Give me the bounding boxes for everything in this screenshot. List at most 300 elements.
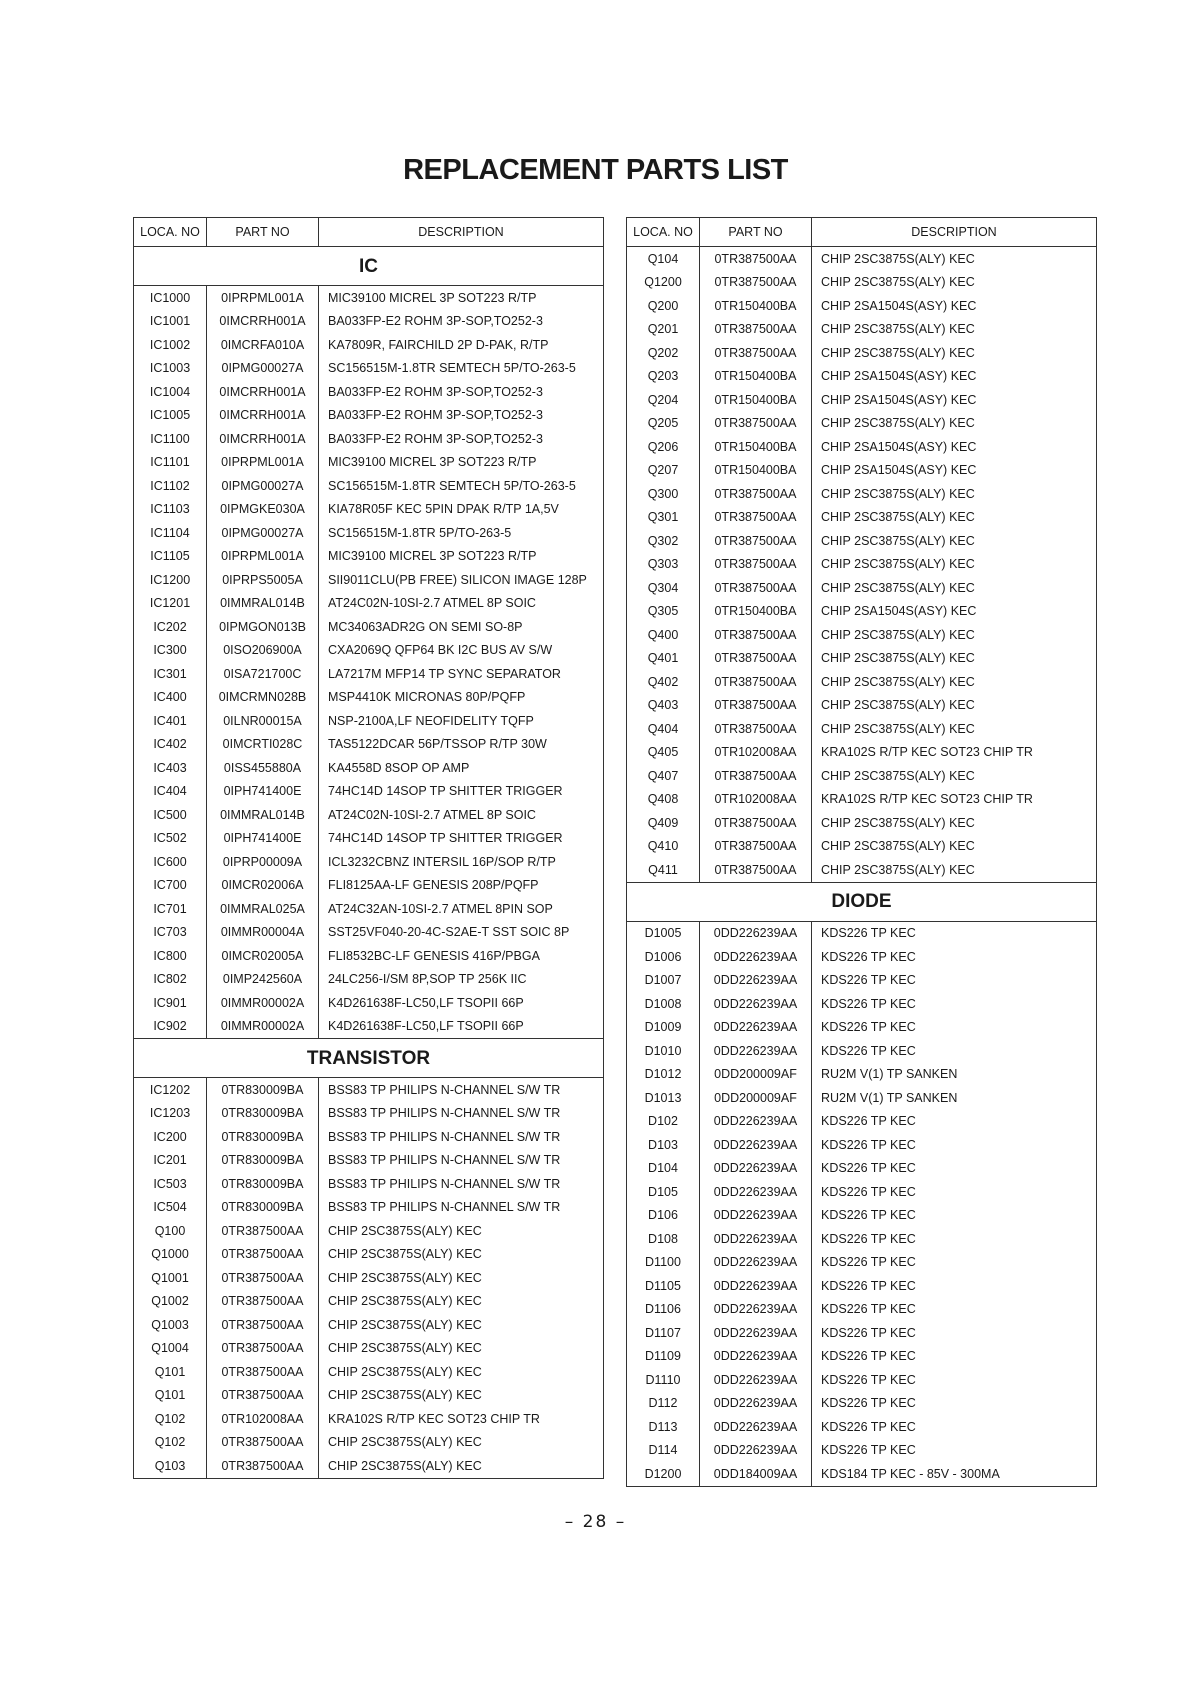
description-cell: CHIP 2SC3875S(ALY) KEC <box>812 247 1097 271</box>
description-cell: KDS226 TP KEC <box>812 1016 1097 1040</box>
table-row <box>627 1016 1097 1040</box>
description-cell: BSS83 TP PHILIPS N-CHANNEL S/W TR <box>319 1102 604 1126</box>
loca-no-cell: D114 <box>627 1439 700 1463</box>
table-row <box>134 357 604 381</box>
table-row <box>134 427 604 451</box>
description-cell: CHIP 2SC3875S(ALY) KEC <box>812 318 1097 342</box>
loca-no-cell: IC701 <box>134 897 207 921</box>
description-cell: CHIP 2SC3875S(ALY) KEC <box>319 1454 604 1478</box>
table-row <box>627 1368 1097 1392</box>
table-row <box>134 874 604 898</box>
part-no-cell: 0DD226239AA <box>700 969 812 993</box>
loca-no-cell: IC700 <box>134 874 207 898</box>
part-no-cell: 0IPMG00027A <box>207 357 319 381</box>
part-no-cell: 0DD226239AA <box>700 1133 812 1157</box>
description-cell: KDS226 TP KEC <box>812 1345 1097 1369</box>
description-cell: TAS5122DCAR 56P/TSSOP R/TP 30W <box>319 733 604 757</box>
part-no-cell: 0DD226239AA <box>700 1016 812 1040</box>
part-no-cell: 0IPH741400E <box>207 827 319 851</box>
table-row <box>134 380 604 404</box>
table-row <box>627 412 1097 436</box>
part-no-cell: 0DD200009AF <box>700 1063 812 1087</box>
part-no-cell: 0DD226239AA <box>700 1157 812 1181</box>
description-cell: KDS226 TP KEC <box>812 1110 1097 1134</box>
table-row <box>627 1321 1097 1345</box>
table-row <box>627 1157 1097 1181</box>
description-cell: AT24C32AN-10SI-2.7 ATMEL 8PIN SOP <box>319 897 604 921</box>
table-row <box>627 318 1097 342</box>
table-row <box>627 459 1097 483</box>
loca-no-cell: D102 <box>627 1110 700 1134</box>
loca-no-cell: Q101 <box>134 1384 207 1408</box>
table-row <box>627 788 1097 812</box>
part-no-cell: 0TR387500AA <box>700 835 812 859</box>
part-no-cell: 0TR387500AA <box>700 553 812 577</box>
loca-no-cell: IC800 <box>134 944 207 968</box>
loca-no-cell: IC504 <box>134 1196 207 1220</box>
table-row <box>134 662 604 686</box>
loca-no-cell: IC703 <box>134 921 207 945</box>
table-row <box>134 474 604 498</box>
table-row <box>134 1015 604 1039</box>
table-row <box>134 568 604 592</box>
table-row <box>134 521 604 545</box>
part-no-cell: 0IMCR02005A <box>207 944 319 968</box>
description-cell: NSP-2100A,LF NEOFIDELITY TQFP <box>319 709 604 733</box>
table-row <box>134 1431 604 1455</box>
table-row <box>627 247 1097 271</box>
part-no-cell: 0DD226239AA <box>700 1321 812 1345</box>
description-cell: CHIP 2SC3875S(ALY) KEC <box>812 482 1097 506</box>
part-no-cell: 0TR387500AA <box>700 412 812 436</box>
loca-no-cell: Q301 <box>627 506 700 530</box>
loca-no-cell: IC500 <box>134 803 207 827</box>
description-cell: BSS83 TP PHILIPS N-CHANNEL S/W TR <box>319 1078 604 1102</box>
loca-no-cell: D1013 <box>627 1086 700 1110</box>
loca-no-cell: Q1001 <box>134 1266 207 1290</box>
part-no-cell: 0IMMR00002A <box>207 991 319 1015</box>
table-row <box>134 1384 604 1408</box>
description-cell: KDS226 TP KEC <box>812 921 1097 945</box>
description-cell: KDS226 TP KEC <box>812 1133 1097 1157</box>
description-cell: KDS226 TP KEC <box>812 1392 1097 1416</box>
table-row <box>134 286 604 310</box>
header-description: DESCRIPTION <box>319 218 604 247</box>
part-no-cell: 0TR387500AA <box>700 576 812 600</box>
table-row <box>627 969 1097 993</box>
description-cell: AT24C02N-10SI-2.7 ATMEL 8P SOIC <box>319 592 604 616</box>
description-cell: KDS226 TP KEC <box>812 1039 1097 1063</box>
description-cell: SC156515M-1.8TR SEMTECH 5P/TO-263-5 <box>319 474 604 498</box>
table-row <box>627 717 1097 741</box>
table-row <box>134 803 604 827</box>
description-cell: RU2M V(1) TP SANKEN <box>812 1063 1097 1087</box>
table-row <box>134 1078 604 1102</box>
part-no-cell: 0DD226239AA <box>700 1345 812 1369</box>
part-no-cell: 0TR150400BA <box>700 294 812 318</box>
description-cell: CHIP 2SC3875S(ALY) KEC <box>812 858 1097 882</box>
loca-no-cell: D112 <box>627 1392 700 1416</box>
section-title: IC <box>134 247 604 286</box>
loca-no-cell: Q300 <box>627 482 700 506</box>
loca-no-cell: IC404 <box>134 780 207 804</box>
table-row <box>627 623 1097 647</box>
part-no-cell: 0DD226239AA <box>700 1274 812 1298</box>
part-no-cell: 0TR150400BA <box>700 600 812 624</box>
description-cell: CHIP 2SC3875S(ALY) KEC <box>812 506 1097 530</box>
part-no-cell: 0IMCRMN028B <box>207 686 319 710</box>
description-cell: CHIP 2SC3875S(ALY) KEC <box>812 670 1097 694</box>
loca-no-cell: D108 <box>627 1227 700 1251</box>
loca-no-cell: IC1200 <box>134 568 207 592</box>
table-row <box>134 1313 604 1337</box>
loca-no-cell: IC401 <box>134 709 207 733</box>
loca-no-cell: D1105 <box>627 1274 700 1298</box>
loca-no-cell: D1007 <box>627 969 700 993</box>
part-no-cell: 0IMMRAL014B <box>207 592 319 616</box>
description-cell: SC156515M-1.8TR SEMTECH 5P/TO-263-5 <box>319 357 604 381</box>
loca-no-cell: IC1000 <box>134 286 207 310</box>
part-no-cell: 0IMMRAL025A <box>207 897 319 921</box>
loca-no-cell: IC600 <box>134 850 207 874</box>
loca-no-cell: Q100 <box>134 1219 207 1243</box>
loca-no-cell: Q1003 <box>134 1313 207 1337</box>
loca-no-cell: D1010 <box>627 1039 700 1063</box>
part-no-cell: 0IPMGON013B <box>207 615 319 639</box>
table-row <box>134 1407 604 1431</box>
loca-no-cell: Q407 <box>627 764 700 788</box>
table-row <box>627 1462 1097 1486</box>
part-no-cell: 0ISS455880A <box>207 756 319 780</box>
loca-no-cell: D1009 <box>627 1016 700 1040</box>
table-row <box>627 1204 1097 1228</box>
part-no-cell: 0IMCRRH001A <box>207 427 319 451</box>
loca-no-cell: IC1203 <box>134 1102 207 1126</box>
table-row <box>627 1086 1097 1110</box>
table-row <box>134 968 604 992</box>
page-title: REPLACEMENT PARTS LIST <box>403 154 788 186</box>
loca-no-cell: Q405 <box>627 741 700 765</box>
loca-no-cell: Q403 <box>627 694 700 718</box>
table-row <box>627 341 1097 365</box>
part-no-cell: 0ILNR00015A <box>207 709 319 733</box>
part-no-cell: 0TR830009BA <box>207 1078 319 1102</box>
part-no-cell: 0TR102008AA <box>700 741 812 765</box>
loca-no-cell: D1110 <box>627 1368 700 1392</box>
loca-no-cell: IC1201 <box>134 592 207 616</box>
description-cell: BA033FP-E2 ROHM 3P-SOP,TO252-3 <box>319 404 604 428</box>
part-no-cell: 0TR387500AA <box>207 1313 319 1337</box>
part-no-cell: 0TR387500AA <box>207 1219 319 1243</box>
table-row <box>134 545 604 569</box>
part-no-cell: 0TR387500AA <box>700 271 812 295</box>
part-no-cell: 0DD226239AA <box>700 1204 812 1228</box>
table-row <box>627 1415 1097 1439</box>
loca-no-cell: D1100 <box>627 1251 700 1275</box>
part-no-cell: 0TR387500AA <box>700 623 812 647</box>
section-title: TRANSISTOR <box>134 1039 604 1078</box>
table-row <box>134 1360 604 1384</box>
part-no-cell: 0IMMRAL014B <box>207 803 319 827</box>
part-no-cell: 0TR150400BA <box>700 459 812 483</box>
section-header <box>627 882 1097 921</box>
table-row <box>627 647 1097 671</box>
description-cell: KDS226 TP KEC <box>812 969 1097 993</box>
table-row <box>134 756 604 780</box>
part-no-cell: 0TR150400BA <box>700 435 812 459</box>
description-cell: CHIP 2SC3875S(ALY) KEC <box>812 529 1097 553</box>
table-row <box>134 1337 604 1361</box>
part-no-cell: 0TR387500AA <box>700 318 812 342</box>
description-cell: KDS226 TP KEC <box>812 1227 1097 1251</box>
table-row <box>627 529 1097 553</box>
description-cell: CHIP 2SC3875S(ALY) KEC <box>319 1243 604 1267</box>
table-row <box>134 592 604 616</box>
part-no-cell: 0IMCRRH001A <box>207 404 319 428</box>
section-header <box>134 247 604 286</box>
table-row <box>134 850 604 874</box>
description-cell: CHIP 2SC3875S(ALY) KEC <box>319 1360 604 1384</box>
page-number: – 28 – <box>564 1512 627 1532</box>
loca-no-cell: IC400 <box>134 686 207 710</box>
description-cell: BA033FP-E2 ROHM 3P-SOP,TO252-3 <box>319 310 604 334</box>
loca-no-cell: IC1104 <box>134 521 207 545</box>
description-cell: CHIP 2SC3875S(ALY) KEC <box>319 1431 604 1455</box>
part-no-cell: 0DD226239AA <box>700 1251 812 1275</box>
description-cell: CHIP 2SC3875S(ALY) KEC <box>812 412 1097 436</box>
table-row <box>134 1219 604 1243</box>
loca-no-cell: D1008 <box>627 992 700 1016</box>
part-no-cell: 0IMCRRH001A <box>207 380 319 404</box>
part-no-cell: 0IPRPML001A <box>207 286 319 310</box>
loca-no-cell: Q1004 <box>134 1337 207 1361</box>
description-cell: CXA2069Q QFP64 BK I2C BUS AV S/W <box>319 639 604 663</box>
part-no-cell: 0DD226239AA <box>700 921 812 945</box>
description-cell: KRA102S R/TP KEC SOT23 CHIP TR <box>319 1407 604 1431</box>
loca-no-cell: D1109 <box>627 1345 700 1369</box>
loca-no-cell: D1012 <box>627 1063 700 1087</box>
description-cell: K4D261638F-LC50,LF TSOPII 66P <box>319 1015 604 1039</box>
description-cell: LA7217M MFP14 TP SYNC SEPARATOR <box>319 662 604 686</box>
table-row <box>627 921 1097 945</box>
part-no-cell: 0TR387500AA <box>700 482 812 506</box>
table-row <box>627 1110 1097 1134</box>
description-cell: CHIP 2SA1504S(ASY) KEC <box>812 388 1097 412</box>
table-row <box>627 1133 1097 1157</box>
description-cell: CHIP 2SC3875S(ALY) KEC <box>812 811 1097 835</box>
description-cell: 74HC14D 14SOP TP SHITTER TRIGGER <box>319 780 604 804</box>
description-cell: 24LC256-I/SM 8P,SOP TP 256K IIC <box>319 968 604 992</box>
header-loca-no: LOCA. NO <box>627 218 700 247</box>
description-cell: RU2M V(1) TP SANKEN <box>812 1086 1097 1110</box>
table-row <box>134 1149 604 1173</box>
loca-no-cell: Q205 <box>627 412 700 436</box>
table-row <box>134 615 604 639</box>
loca-no-cell: D105 <box>627 1180 700 1204</box>
loca-no-cell: Q400 <box>627 623 700 647</box>
loca-no-cell: IC1100 <box>134 427 207 451</box>
part-no-cell: 0TR830009BA <box>207 1196 319 1220</box>
description-cell: FLI8532BC-LF GENESIS 416P/PBGA <box>319 944 604 968</box>
loca-no-cell: Q204 <box>627 388 700 412</box>
part-no-cell: 0DD226239AA <box>700 1180 812 1204</box>
part-no-cell: 0TR387500AA <box>207 1360 319 1384</box>
part-no-cell: 0DD226239AA <box>700 945 812 969</box>
table-row <box>627 1274 1097 1298</box>
description-cell: KDS226 TP KEC <box>812 1415 1097 1439</box>
part-no-cell: 0DD226239AA <box>700 1415 812 1439</box>
description-cell: KA4558D 8SOP OP AMP <box>319 756 604 780</box>
table-row <box>627 1063 1097 1087</box>
part-no-cell: 0IMCRFA010A <box>207 333 319 357</box>
loca-no-cell: IC502 <box>134 827 207 851</box>
loca-no-cell: IC1004 <box>134 380 207 404</box>
loca-no-cell: D106 <box>627 1204 700 1228</box>
table-row <box>134 310 604 334</box>
loca-no-cell: Q305 <box>627 600 700 624</box>
part-no-cell: 0TR830009BA <box>207 1149 319 1173</box>
loca-no-cell: D1107 <box>627 1321 700 1345</box>
loca-no-cell: Q203 <box>627 365 700 389</box>
table-row <box>134 709 604 733</box>
loca-no-cell: D1106 <box>627 1298 700 1322</box>
table-row <box>627 271 1097 295</box>
table-row <box>627 600 1097 624</box>
table-row <box>134 451 604 475</box>
description-cell: KA7809R, FAIRCHILD 2P D-PAK, R/TP <box>319 333 604 357</box>
part-no-cell: 0TR387500AA <box>700 670 812 694</box>
description-cell: SST25VF040-20-4C-S2AE-T SST SOIC 8P <box>319 921 604 945</box>
table-row <box>627 388 1097 412</box>
loca-no-cell: D1006 <box>627 945 700 969</box>
part-no-cell: 0IPRPS5005A <box>207 568 319 592</box>
description-cell: KDS226 TP KEC <box>812 1439 1097 1463</box>
table-row <box>627 1345 1097 1369</box>
description-cell: CHIP 2SA1504S(ASY) KEC <box>812 459 1097 483</box>
description-cell: BSS83 TP PHILIPS N-CHANNEL S/W TR <box>319 1149 604 1173</box>
loca-no-cell: IC1005 <box>134 404 207 428</box>
description-cell: CHIP 2SC3875S(ALY) KEC <box>319 1290 604 1314</box>
description-cell: CHIP 2SC3875S(ALY) KEC <box>319 1337 604 1361</box>
loca-no-cell: Q303 <box>627 553 700 577</box>
loca-no-cell: Q200 <box>627 294 700 318</box>
description-cell: CHIP 2SC3875S(ALY) KEC <box>812 576 1097 600</box>
loca-no-cell: IC1105 <box>134 545 207 569</box>
part-no-cell: 0IPMG00027A <box>207 474 319 498</box>
table-row <box>627 435 1097 459</box>
table-row <box>627 1298 1097 1322</box>
loca-no-cell: Q101 <box>134 1360 207 1384</box>
loca-no-cell: Q401 <box>627 647 700 671</box>
part-no-cell: 0TR387500AA <box>700 529 812 553</box>
description-cell: FLI8125AA-LF GENESIS 208P/PQFP <box>319 874 604 898</box>
table-row <box>134 921 604 945</box>
part-no-cell: 0IPMGKE030A <box>207 498 319 522</box>
loca-no-cell: IC403 <box>134 756 207 780</box>
table-row <box>134 897 604 921</box>
description-cell: CHIP 2SC3875S(ALY) KEC <box>812 341 1097 365</box>
parts-table-left <box>133 217 604 1479</box>
table-row <box>627 858 1097 882</box>
description-cell: KDS226 TP KEC <box>812 1180 1097 1204</box>
part-no-cell: 0TR387500AA <box>700 717 812 741</box>
table-row <box>134 498 604 522</box>
description-cell: MC34063ADR2G ON SEMI SO-8P <box>319 615 604 639</box>
loca-no-cell: IC901 <box>134 991 207 1015</box>
loca-no-cell: IC202 <box>134 615 207 639</box>
description-cell: BSS83 TP PHILIPS N-CHANNEL S/W TR <box>319 1125 604 1149</box>
part-no-cell: 0TR387500AA <box>207 1431 319 1455</box>
description-cell: 74HC14D 14SOP TP SHITTER TRIGGER <box>319 827 604 851</box>
loca-no-cell: Q102 <box>134 1431 207 1455</box>
description-cell: CHIP 2SA1504S(ASY) KEC <box>812 294 1097 318</box>
table-row <box>627 365 1097 389</box>
description-cell: MIC39100 MICREL 3P SOT223 R/TP <box>319 286 604 310</box>
part-no-cell: 0ISO206900A <box>207 639 319 663</box>
table-row <box>134 1196 604 1220</box>
table-row <box>134 404 604 428</box>
part-no-cell: 0TR387500AA <box>700 694 812 718</box>
part-no-cell: 0DD226239AA <box>700 1110 812 1134</box>
loca-no-cell: Q304 <box>627 576 700 600</box>
part-no-cell: 0TR387500AA <box>700 811 812 835</box>
part-no-cell: 0ISA721700C <box>207 662 319 686</box>
loca-no-cell: Q404 <box>627 717 700 741</box>
table-row <box>134 1125 604 1149</box>
part-no-cell: 0DD200009AF <box>700 1086 812 1110</box>
part-no-cell: 0IMCRTI028C <box>207 733 319 757</box>
table-header <box>134 218 604 247</box>
header-loca-no: LOCA. NO <box>134 218 207 247</box>
loca-no-cell: D104 <box>627 1157 700 1181</box>
table-row <box>134 1243 604 1267</box>
description-cell: MSP4410K MICRONAS 80P/PQFP <box>319 686 604 710</box>
description-cell: KDS226 TP KEC <box>812 1204 1097 1228</box>
table-row <box>134 1454 604 1478</box>
part-no-cell: 0IMP242560A <box>207 968 319 992</box>
loca-no-cell: D103 <box>627 1133 700 1157</box>
description-cell: KIA78R05F KEC 5PIN DPAK R/TP 1A,5V <box>319 498 604 522</box>
description-cell: BA033FP-E2 ROHM 3P-SOP,TO252-3 <box>319 380 604 404</box>
loca-no-cell: Q202 <box>627 341 700 365</box>
description-cell: CHIP 2SC3875S(ALY) KEC <box>812 623 1097 647</box>
part-no-cell: 0DD226239AA <box>700 1227 812 1251</box>
description-cell: CHIP 2SC3875S(ALY) KEC <box>812 553 1097 577</box>
description-cell: CHIP 2SA1504S(ASY) KEC <box>812 365 1097 389</box>
loca-no-cell: IC902 <box>134 1015 207 1039</box>
table-row <box>134 639 604 663</box>
loca-no-cell: Q402 <box>627 670 700 694</box>
description-cell: CHIP 2SC3875S(ALY) KEC <box>812 694 1097 718</box>
description-cell: CHIP 2SC3875S(ALY) KEC <box>812 717 1097 741</box>
description-cell: KRA102S R/TP KEC SOT23 CHIP TR <box>812 788 1097 812</box>
table-row <box>627 294 1097 318</box>
part-no-cell: 0DD184009AA <box>700 1462 812 1486</box>
loca-no-cell: D113 <box>627 1415 700 1439</box>
part-no-cell: 0IPRPML001A <box>207 451 319 475</box>
loca-no-cell: IC300 <box>134 639 207 663</box>
loca-no-cell: IC1002 <box>134 333 207 357</box>
table-header <box>627 218 1097 247</box>
description-cell: SII9011CLU(PB FREE) SILICON IMAGE 128P <box>319 568 604 592</box>
table-row <box>627 482 1097 506</box>
table-row <box>627 945 1097 969</box>
part-no-cell: 0TR387500AA <box>700 858 812 882</box>
header-description: DESCRIPTION <box>812 218 1097 247</box>
loca-no-cell: Q411 <box>627 858 700 882</box>
loca-no-cell: D1200 <box>627 1462 700 1486</box>
loca-no-cell: IC1001 <box>134 310 207 334</box>
